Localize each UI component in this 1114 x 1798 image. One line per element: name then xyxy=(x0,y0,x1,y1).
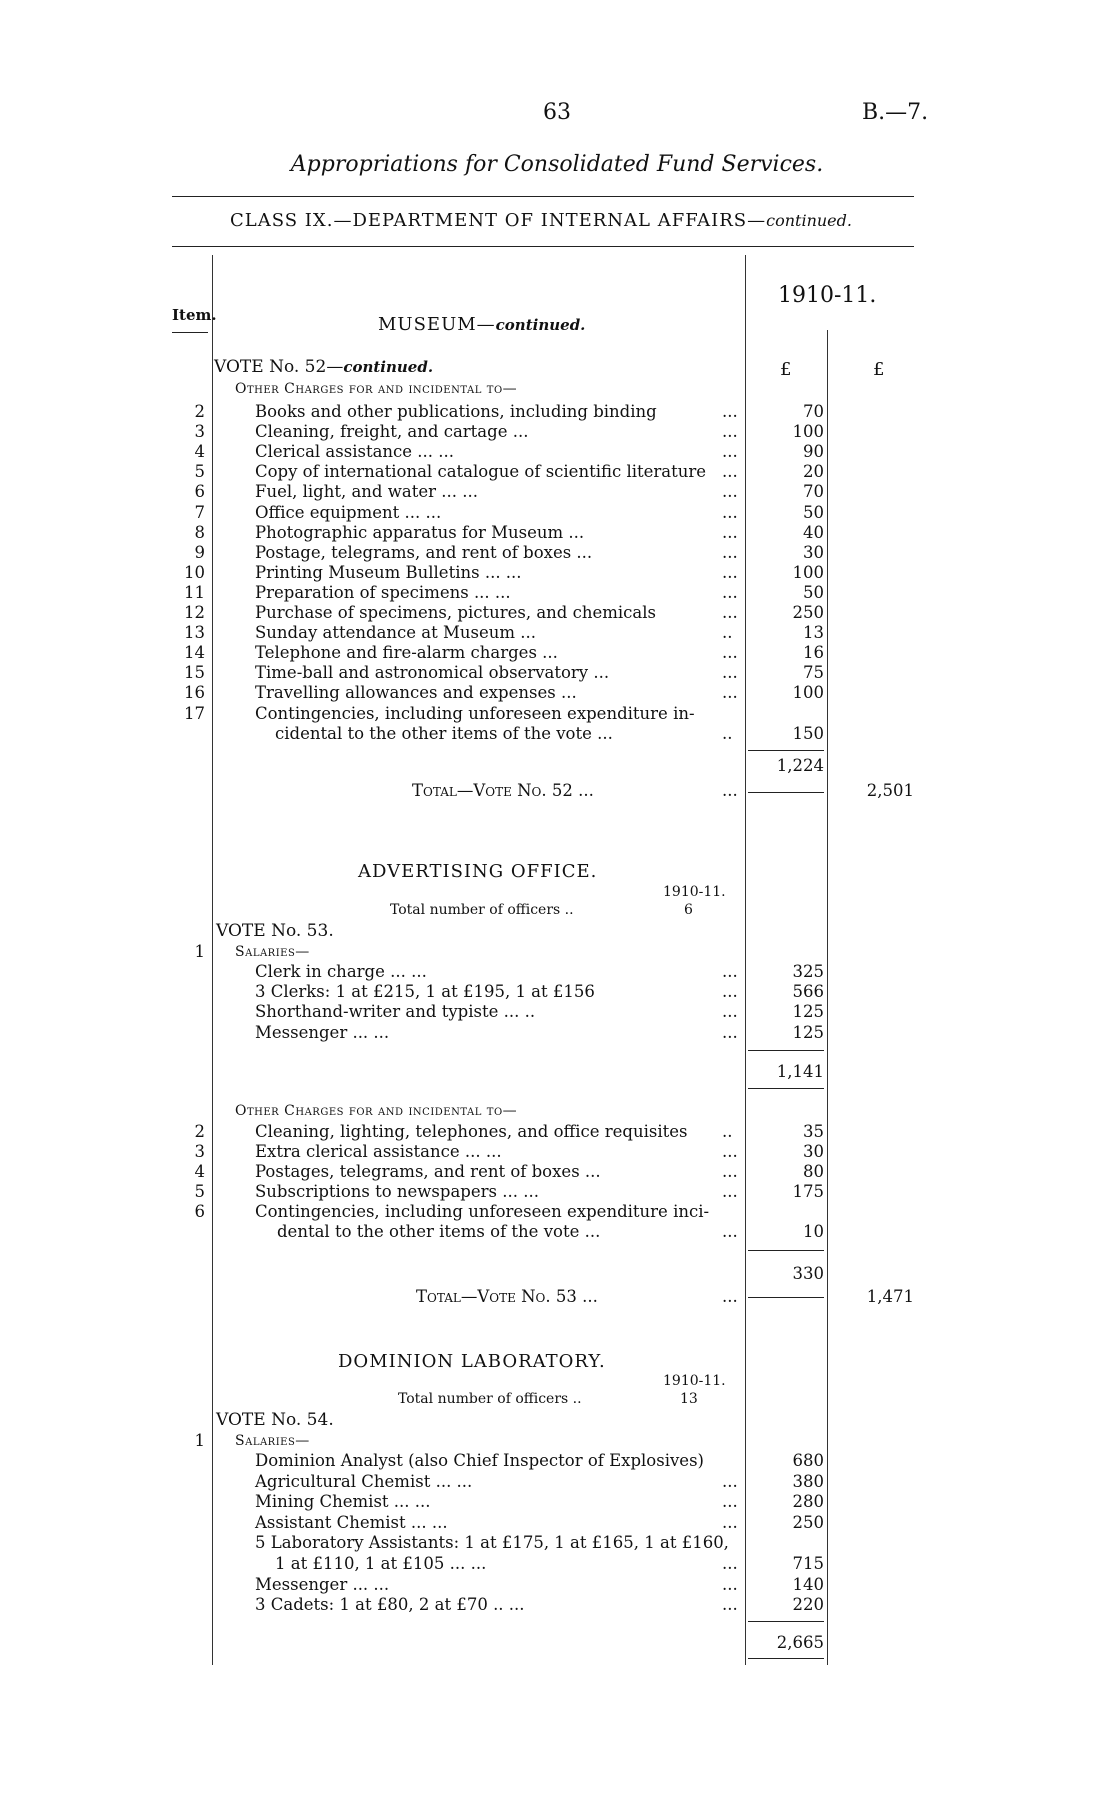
leader-dots: ... xyxy=(722,1182,738,1201)
line-amount: 13 xyxy=(803,623,824,643)
line-amount: 16 xyxy=(803,643,824,663)
currency-header-2: £ xyxy=(873,359,885,380)
year-column-header: 1910-11. xyxy=(778,283,877,308)
line-item-number: 13 xyxy=(184,623,205,643)
table-row xyxy=(0,1472,1114,1492)
line-amount: 566 xyxy=(792,982,824,1002)
laboratory-salaries-heading: Salaries— xyxy=(235,1433,310,1449)
advertising-other-charges-heading: Other Charges for and incidental to— xyxy=(235,1103,518,1119)
advertising-other-total: 330 xyxy=(792,1264,824,1283)
table-row xyxy=(0,503,1114,523)
line-item-number: 9 xyxy=(194,542,205,562)
leader-dots: ... xyxy=(722,1222,738,1241)
line-amount: 125 xyxy=(792,1002,824,1022)
line-item-number: 5 xyxy=(194,1182,205,1201)
line-description: Cleaning, freight, and cartage ... xyxy=(255,422,529,442)
line-amount: 100 xyxy=(792,422,824,442)
laboratory-salaries-total: 2,665 xyxy=(776,1633,824,1652)
leader-dots: ... xyxy=(722,1471,738,1491)
line-item-number: 4 xyxy=(194,1162,205,1181)
leader-dots: ... xyxy=(722,962,738,981)
line-description: Postage, telegrams, and rent of boxes ... xyxy=(255,542,593,562)
advertising-salaries-heading-row xyxy=(0,942,1114,962)
line-amount: 100 xyxy=(792,683,824,703)
line-amount: 100 xyxy=(792,562,824,582)
table-row xyxy=(0,1513,1114,1533)
class-title-continued: continued. xyxy=(766,211,852,230)
table-row xyxy=(0,1202,1114,1222)
table-row xyxy=(0,1492,1114,1512)
line-amount: 70 xyxy=(803,402,824,421)
leader-dots: ... xyxy=(722,683,738,703)
leader-dots: ... xyxy=(722,1162,738,1181)
table-row xyxy=(0,962,1114,982)
line-amount: 250 xyxy=(792,603,824,622)
line-description: Subscriptions to newspapers ... ... xyxy=(255,1182,539,1201)
vote-52-heading xyxy=(214,357,433,377)
line-description: Telephone and fire-alarm charges ... xyxy=(255,643,558,663)
table-row xyxy=(0,422,1114,442)
table-row xyxy=(0,1002,1114,1022)
line-amount: 150 xyxy=(792,724,824,743)
line-item-number: 8 xyxy=(194,522,205,542)
vote-53-grand-total: 1,471 xyxy=(866,1287,914,1306)
vote-52-continued: continued. xyxy=(343,358,434,376)
table-row xyxy=(0,1122,1114,1142)
table-row xyxy=(0,623,1114,643)
line-amount: 680 xyxy=(792,1451,824,1470)
line-amount: 35 xyxy=(803,1122,824,1141)
line-description: Sunday attendance at Museum ... xyxy=(255,623,537,643)
table-row xyxy=(0,1533,1114,1553)
line-amount: 140 xyxy=(792,1574,824,1594)
table-row xyxy=(0,523,1114,543)
table-row xyxy=(0,982,1114,1002)
museum-subtotal: 1,224 xyxy=(776,756,824,775)
vote-52-text: VOTE No. 52— xyxy=(214,357,344,377)
museum-title-continued: continued. xyxy=(495,316,586,334)
class-title xyxy=(230,210,852,231)
vote-53-total-dots: ... xyxy=(722,1287,738,1306)
line-item-number: 14 xyxy=(184,643,205,663)
vote-54-heading: VOTE No. 54. xyxy=(216,1410,334,1430)
line-description: Postages, telegrams, and rent of boxes ... xyxy=(255,1162,601,1181)
line-description: Clerk in charge ... ... xyxy=(255,962,427,981)
line-amount: 175 xyxy=(792,1182,824,1201)
line-description: Messenger ... ... xyxy=(255,1022,390,1042)
line-description: Fuel, light, and water ... ... xyxy=(255,482,478,502)
currency-header-1: £ xyxy=(780,359,792,380)
line-description: Contingencies, including unforeseen expenditure inci- xyxy=(255,1202,710,1221)
line-amount: 250 xyxy=(792,1512,824,1532)
vote-52-total-label: Total—Vote No. 52 ... xyxy=(412,781,594,800)
advertising-salaries-total-rule xyxy=(748,1088,824,1089)
leader-dots: ... xyxy=(722,1022,738,1042)
museum-other-charges-heading: Other Charges for and incidental to— xyxy=(235,381,518,397)
line-amount: 220 xyxy=(792,1595,824,1615)
leader-dots: ... xyxy=(722,562,738,582)
line-description: 3 Cadets: 1 at £80, 2 at £70 .. ... xyxy=(255,1595,525,1615)
table-row xyxy=(0,683,1114,703)
line-description: Assistant Chemist ... ... xyxy=(255,1512,448,1532)
line-description: dental to the other items of the vote ... xyxy=(277,1222,601,1241)
line-item-number: 17 xyxy=(184,703,205,723)
leader-dots: ... xyxy=(722,1142,738,1161)
table-row xyxy=(0,1451,1114,1471)
line-description: Office equipment ... ... xyxy=(255,502,442,522)
table-row xyxy=(0,603,1114,623)
line-description: Printing Museum Bulletins ... ... xyxy=(255,562,522,582)
vote-53-heading: VOTE No. 53. xyxy=(216,921,334,941)
leader-dots: ... xyxy=(722,1595,738,1615)
table-row xyxy=(0,1595,1114,1615)
leader-dots: ... xyxy=(722,402,738,421)
advertising-officers-count: 6 xyxy=(684,902,693,918)
leader-dots: ... xyxy=(722,1574,738,1594)
laboratory-section-title: DOMINION LABORATORY. xyxy=(338,1351,606,1372)
leader-dots: ... xyxy=(722,603,738,622)
table-row xyxy=(0,1182,1114,1202)
leader-dots: ... xyxy=(722,482,738,502)
line-description: Shorthand-writer and typiste ... .. xyxy=(255,1002,536,1022)
line-item-number: 10 xyxy=(184,562,205,582)
line-description: Extra clerical assistance ... ... xyxy=(255,1142,502,1161)
line-description: 1 at £110, 1 at £105 ... ... xyxy=(275,1554,487,1573)
leader-dots: ... xyxy=(722,542,738,562)
item-header-rule xyxy=(172,332,208,333)
line-description: Dominion Analyst (also Chief Inspector of Explosives) xyxy=(255,1451,704,1470)
line-description: cidental to the other items of the vote ... xyxy=(275,724,613,743)
leader-dots: ... xyxy=(722,582,738,602)
line-amount: 325 xyxy=(792,962,824,981)
advertising-salaries-rule xyxy=(748,1050,824,1051)
leader-dots: ... xyxy=(722,522,738,542)
table-row xyxy=(0,462,1114,482)
leader-dots: ... xyxy=(722,442,738,462)
line-item-number: 1 xyxy=(194,942,205,961)
laboratory-officers-year: 1910-11. xyxy=(663,1373,726,1389)
vote-52-total-dots: ... xyxy=(722,781,738,800)
table-row xyxy=(0,643,1114,663)
line-amount: 380 xyxy=(792,1471,824,1491)
advertising-salaries-heading: Salaries— xyxy=(235,944,310,960)
line-description: Agricultural Chemist ... ... xyxy=(255,1471,473,1491)
line-description: Books and other publications, including binding xyxy=(255,402,657,421)
line-amount: 30 xyxy=(803,1142,824,1161)
vote-53-total-label: Total—Vote No. 53 ... xyxy=(416,1287,598,1306)
leader-dots: ... xyxy=(722,1512,738,1532)
leader-dots: ... xyxy=(722,643,738,663)
advertising-total-rule xyxy=(748,1297,824,1298)
line-amount: 70 xyxy=(803,482,824,502)
advertising-officers-year: 1910-11. xyxy=(663,884,726,900)
line-item-number: 3 xyxy=(194,422,205,442)
leader-dots: ... xyxy=(722,1554,738,1573)
line-amount: 20 xyxy=(803,462,824,482)
advertising-officers-label: Total number of officers .. xyxy=(390,902,574,918)
advertising-item-6-continued xyxy=(0,1222,1114,1242)
leader-dots: ... xyxy=(722,422,738,442)
table-row xyxy=(0,482,1114,502)
table-row xyxy=(0,543,1114,563)
museum-subtotal-rule xyxy=(748,750,824,751)
line-item-number: 7 xyxy=(194,502,205,522)
laboratory-officers-count: 13 xyxy=(680,1391,698,1407)
laboratory-salaries-heading-row xyxy=(0,1431,1114,1451)
line-description: 3 Clerks: 1 at £215, 1 at £195, 1 at £156 xyxy=(255,982,595,1002)
museum-total-rule xyxy=(748,792,824,793)
line-amount: 40 xyxy=(803,522,824,542)
title-rule xyxy=(172,196,914,197)
line-item-number: 6 xyxy=(194,482,205,502)
leader-dots: .. xyxy=(722,1122,733,1141)
leader-dots: ... xyxy=(722,663,738,683)
class-title-text: CLASS IX.—DEPARTMENT OF INTERNAL AFFAIRS— xyxy=(230,210,767,231)
line-item-number: 5 xyxy=(194,462,205,482)
line-description: Travelling allowances and expenses ... xyxy=(255,683,577,703)
line-item-number: 3 xyxy=(194,1142,205,1161)
line-description: Cleaning, lighting, telephones, and office requisites xyxy=(255,1122,688,1141)
line-description: Photographic apparatus for Museum ... xyxy=(255,522,585,542)
vote-52-grand-total: 2,501 xyxy=(866,781,914,800)
line-item-number: 4 xyxy=(194,442,205,462)
museum-section-title xyxy=(378,314,585,335)
table-row xyxy=(0,1142,1114,1162)
line-amount: 30 xyxy=(803,542,824,562)
leader-dots: ... xyxy=(722,462,738,482)
line-description: 5 Laboratory Assistants: 1 at £175, 1 at £165, 1 at £160, xyxy=(255,1533,729,1553)
leader-dots: .. xyxy=(722,623,733,643)
line-amount: 90 xyxy=(803,442,824,462)
table-row xyxy=(0,704,1114,724)
line-description: Contingencies, including unforeseen expenditure in- xyxy=(255,703,695,723)
line-item-number: 16 xyxy=(184,683,205,703)
page-number: 63 xyxy=(543,100,571,125)
line-amount: 715 xyxy=(792,1554,824,1573)
line-amount: 80 xyxy=(803,1162,824,1181)
line-item-number: 2 xyxy=(194,1122,205,1141)
table-row xyxy=(0,1162,1114,1182)
line-item-number: 1 xyxy=(194,1431,205,1450)
line-item-number: 6 xyxy=(194,1202,205,1221)
line-amount: 50 xyxy=(803,582,824,602)
laboratory-salaries-rule xyxy=(748,1621,824,1622)
leader-dots: ... xyxy=(722,982,738,1002)
table-row xyxy=(0,1575,1114,1595)
advertising-salaries-total: 1,141 xyxy=(776,1062,824,1081)
museum-title-text: MUSEUM— xyxy=(378,314,496,335)
table-row xyxy=(0,442,1114,462)
laboratory-officers-label: Total number of officers .. xyxy=(398,1391,582,1407)
table-row xyxy=(0,1554,1114,1574)
leader-dots: ... xyxy=(722,1002,738,1022)
line-description: Copy of international catalogue of scientific literature xyxy=(255,462,707,482)
line-item-number: 2 xyxy=(194,402,205,421)
line-amount: 75 xyxy=(803,663,824,683)
line-description: Preparation of specimens ... ... xyxy=(255,582,511,602)
table-row xyxy=(0,563,1114,583)
line-amount: 50 xyxy=(803,502,824,522)
line-description: Purchase of specimens, pictures, and chemicals xyxy=(255,603,656,622)
table-row xyxy=(0,1023,1114,1043)
line-amount: 10 xyxy=(803,1222,824,1241)
advertising-section-title: ADVERTISING OFFICE. xyxy=(358,861,598,882)
header-rule xyxy=(172,246,914,247)
page-reference: B.—7. xyxy=(862,100,929,125)
line-description: Mining Chemist ... ... xyxy=(255,1492,431,1512)
line-item-number: 15 xyxy=(184,663,205,683)
leader-dots: .. xyxy=(722,724,733,743)
table-row xyxy=(0,663,1114,683)
line-item-number: 11 xyxy=(184,582,205,602)
line-amount: 125 xyxy=(792,1022,824,1042)
page-title: Appropriations for Consolidated Fund Services. xyxy=(290,152,824,177)
laboratory-salaries-total-rule xyxy=(748,1658,824,1659)
item-column-header: Item. xyxy=(172,306,217,324)
line-item-number: 12 xyxy=(184,603,205,622)
table-row xyxy=(0,402,1114,422)
leader-dots: ... xyxy=(722,1492,738,1512)
line-description: Messenger ... ... xyxy=(255,1574,390,1594)
line-amount: 280 xyxy=(792,1492,824,1512)
line-description: Clerical assistance ... ... xyxy=(255,442,455,462)
museum-item-17-continued xyxy=(0,724,1114,744)
advertising-other-rule xyxy=(748,1250,824,1251)
line-description: Time-ball and astronomical observatory ... xyxy=(255,663,610,683)
table-row xyxy=(0,583,1114,603)
leader-dots: ... xyxy=(722,502,738,522)
